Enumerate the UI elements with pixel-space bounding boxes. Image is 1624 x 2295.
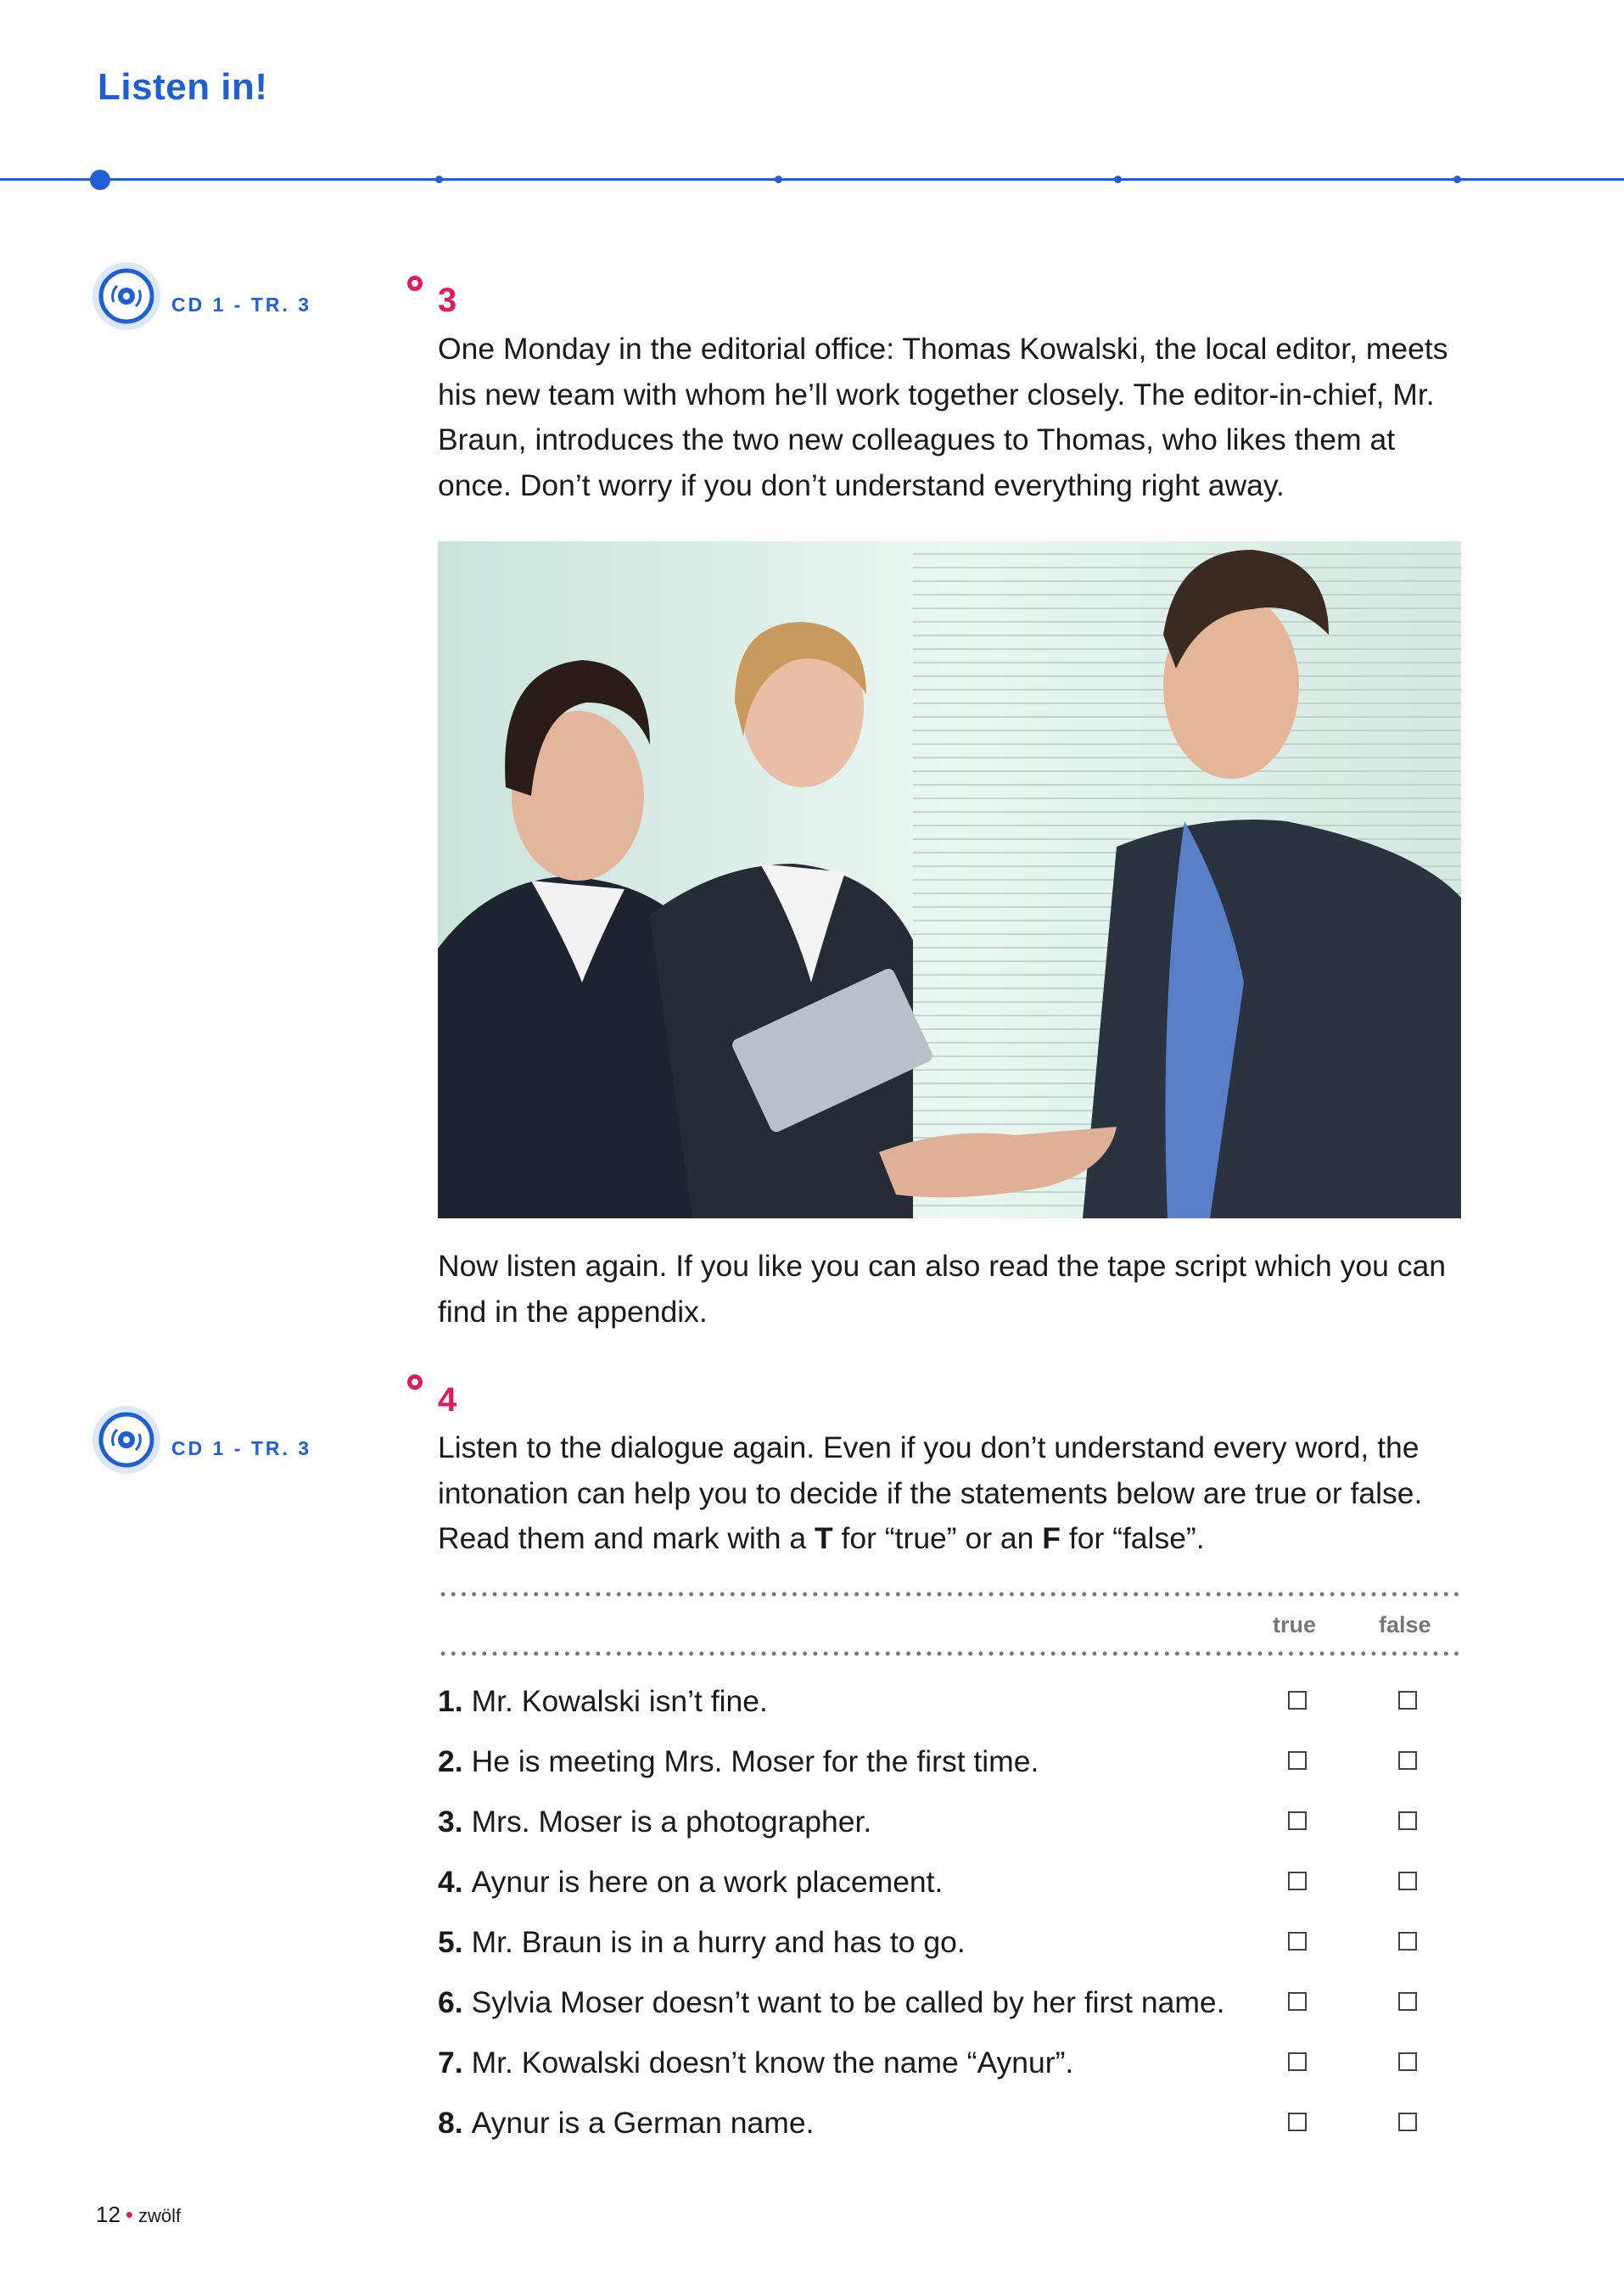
true-checkbox[interactable] — [1288, 1872, 1307, 1890]
true-checkbox[interactable] — [1288, 1691, 1307, 1710]
timeline-dot-active — [90, 170, 110, 190]
false-checkbox[interactable] — [1398, 1932, 1417, 1951]
exercise-intro: One Monday in the editorial office: Thomas Kowalski, the local editor, meets his new team with whom he’ll work together closely. The editor-in-chief, Mr. Braun, introduces the two new colleagues to Thomas, who likes them at once. Don’t worry if you don’t understand everything right away. — [438, 332, 1448, 502]
section-title: Listen in! — [98, 66, 268, 108]
cd-separator: - — [233, 294, 244, 316]
timeline-dot — [435, 176, 443, 183]
cd-separator: - — [233, 1437, 244, 1459]
column-header-true: true — [1273, 1612, 1317, 1637]
column-header-false: false — [1379, 1612, 1431, 1637]
false-checkbox[interactable] — [1398, 1811, 1417, 1830]
timeline-dot — [775, 176, 782, 183]
true-checkbox[interactable] — [1288, 1811, 1307, 1830]
cd-number: CD 1 — [171, 1437, 227, 1459]
ring-marker-icon — [407, 276, 423, 291]
exercise-number: 3 — [438, 282, 457, 319]
page-footer — [96, 2202, 181, 2228]
page-number-word: zwölf — [138, 2205, 182, 2226]
true-checkbox[interactable] — [1288, 2113, 1307, 2131]
dotted-divider — [438, 1651, 1461, 1656]
false-checkbox[interactable] — [1398, 1691, 1417, 1710]
statement-row: 8. Aynur is a German name. — [438, 2106, 815, 2140]
cd-track: TR. 3 — [250, 1437, 312, 1459]
page-number: 12 — [96, 2202, 120, 2227]
timeline-dot — [1114, 176, 1122, 183]
true-checkbox[interactable] — [1288, 1932, 1307, 1951]
true-checkbox[interactable] — [1288, 1992, 1307, 2011]
true-checkbox[interactable] — [1288, 1751, 1307, 1770]
false-checkbox[interactable] — [1398, 1992, 1417, 2011]
cd-disc-icon — [92, 261, 161, 331]
timeline-dot — [1453, 176, 1461, 183]
cd-track-label — [92, 261, 346, 329]
statement-row: 5. Mr. Braun is in a hurry and has to go. — [438, 1925, 966, 1959]
true-checkbox[interactable] — [1288, 2052, 1307, 2071]
statement-row: 6. Sylvia Moser doesn’t want to be called by her first name. — [438, 1985, 1225, 2019]
false-checkbox[interactable] — [1398, 2052, 1417, 2071]
statement-row: 2. He is meeting Mrs. Moser for the first time. — [438, 1744, 1039, 1778]
cd-track-label — [92, 1405, 346, 1473]
statement-row: 3. Mrs. Moser is a photographer. — [438, 1805, 872, 1839]
dotted-divider — [438, 1592, 1461, 1597]
business-meeting-photo — [438, 541, 1461, 1218]
statement-row: 7. Mr. Kowalski doesn’t know the name “Aynur”. — [438, 2046, 1074, 2079]
footer-bullet: • — [125, 2202, 134, 2227]
after-photo-text: Now listen again. If you like you can also read the tape script which you can find in the appendix. — [438, 1249, 1446, 1329]
ring-marker-icon — [407, 1374, 423, 1390]
header-rule — [0, 178, 1624, 181]
exercise-instruction: Listen to the dialogue again. Even if you don’t understand every word, the intonation can help you to decide if the statements below are true or false. Read them and mark with a T for “true” or an F for “false”. — [438, 1430, 1423, 1555]
cd-number: CD 1 — [171, 294, 227, 316]
false-checkbox[interactable] — [1398, 1751, 1417, 1770]
exercise-number: 4 — [438, 1381, 457, 1419]
false-checkbox[interactable] — [1398, 1872, 1417, 1890]
statement-row: 1. Mr. Kowalski isn’t fine. — [438, 1684, 768, 1718]
cd-disc-icon — [92, 1405, 161, 1475]
false-checkbox[interactable] — [1398, 2113, 1417, 2131]
statement-row: 4. Aynur is here on a work placement. — [438, 1865, 944, 1899]
cd-track: TR. 3 — [250, 294, 312, 316]
